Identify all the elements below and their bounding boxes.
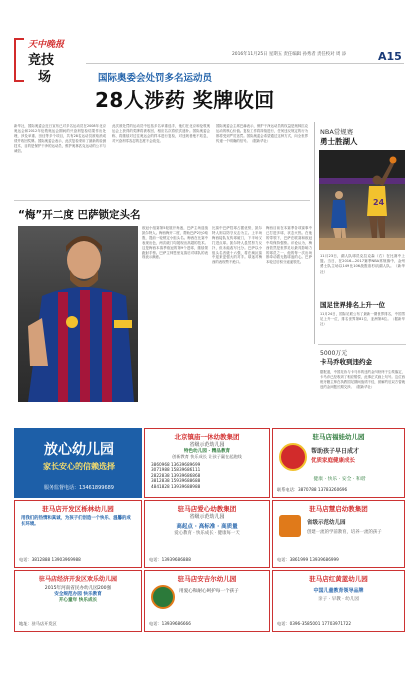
messi-photo	[18, 226, 138, 402]
ad-yixiu-contact-1: 3071988 15839686111	[151, 467, 201, 473]
messi-col-right: 欧冠小组赛第5轮展开角逐，巴萨主场迎战凯尔特人。梅西梅开二度，帮助巴萨2比0取胜，提前一轮锁定小组头名。梅西在比赛中表现出色，两次破门均展现出高超的技术。这是梅西本赛季欧冠的第9个进球，继续领跑射手榜。巴萨主帅恩里克赛后对球队的表现表示满意。	[142, 226, 208, 260]
ad-fuwa-line2: 优质家庭健康成长	[311, 458, 356, 464]
messi-rule	[14, 200, 310, 201]
nba-title-2: 勇士胜湖人	[320, 137, 358, 146]
bonus-body: 据报道，中国足协与卡马乔的违约金纠纷终于尘埃落定，卡马乔已经收到了相应赔偿，此事正式画上句号。这位西班牙籍主帅在执教国足期间战绩不佳，被解约后双方曾就违约金问题长期交涉。（据新华社）	[320, 370, 405, 389]
section-title-1: 竞技	[28, 53, 55, 68]
ad-anjier-logo	[151, 585, 175, 609]
ad-hhl-line2: 亲子 · 早教 · 幼儿园	[318, 597, 359, 602]
page-number: A15	[378, 50, 402, 63]
ad-aixin-line1: 高起点 · 高标准 · 高质量	[176, 524, 238, 530]
ad-fuwa-title: 驻马店福娃幼儿园	[312, 433, 365, 441]
ad-huiqi-sub: 省级示范幼儿园	[307, 520, 346, 526]
ad-yixiu-contact-3: 3812838 15939688688	[151, 478, 201, 484]
ad-yixiu[interactable]	[144, 428, 270, 498]
header-rule	[86, 63, 404, 64]
bonus-title-2: 卡马乔收到违约金	[320, 358, 372, 366]
ad-huiqi-logo	[279, 515, 301, 537]
nba-caption: 11月23日，湖人队球员克拉克森（右）在比赛中上篮。当日，在2016—2017赛季NBA常规赛中，金州勇士队主场以149比106战胜洛杉矶湖人队。（新华社）	[320, 254, 405, 274]
ad-anjier[interactable]	[144, 570, 270, 632]
ad-hhl-phone: 电话：0396-3585001 17703971722	[277, 621, 352, 626]
ad-yixiu-title: 北京镇庙一休幼教集团	[174, 433, 240, 441]
ad-fangxin-phone: 服务监督电话：13461899689	[44, 485, 114, 491]
ad-huiqi-phone: 电话：3861999 13939686999	[277, 557, 339, 562]
ad-fuwa-logo	[279, 443, 307, 471]
ad-huanle-title: 驻马店经济开发区欢乐幼儿园	[38, 576, 117, 583]
ad-yixiu-line1: 特色幼儿园 · 精品教育	[183, 449, 231, 454]
ad-huiqi[interactable]	[272, 500, 405, 568]
ad-anjier-phone: 电话：13939686666	[149, 621, 191, 626]
nba-divider	[314, 122, 315, 344]
ad-hhl-line1: 中国儿童教育领导品牌	[313, 588, 364, 594]
ad-fangxin-title: 放心幼儿园	[44, 442, 114, 458]
ad-huiqi-body: 创建一流的学前教育，培养一流的孩子	[307, 530, 382, 535]
ad-anjier-title: 驻马店安吉尔幼儿园	[177, 575, 237, 583]
ad-fuwa-footer: 健康 · 快乐 · 安全 · 和谐	[313, 477, 366, 482]
ad-lilin[interactable]	[14, 500, 142, 568]
ad-fuwa-line1: 帮助孩子早日成才	[311, 448, 360, 455]
ad-lilin-title: 驻马店开发区栎林幼儿园	[42, 505, 114, 513]
bonus-title-1: 5000万元	[320, 350, 348, 357]
messi-image	[18, 226, 138, 402]
ad-lilin-phone: 电话：3812888 13903969988	[19, 557, 81, 562]
ad-huiqi-title: 驻马店慧启幼教集团	[309, 505, 368, 513]
ad-yixiu-contact-2: 2822838 13939686868	[151, 472, 201, 478]
ad-aixin-phone: 电话：13939686888	[149, 557, 191, 562]
bonus-rule	[318, 344, 406, 345]
ad-anjier-body: 用爱心和耐心呵护每一个孩子	[179, 589, 239, 594]
masthead-logo	[14, 38, 86, 84]
svg-text:24: 24	[373, 198, 385, 207]
header-meta: 2016年11月25日 星期五 责任编辑 孙秀者 责任校对 周 添	[232, 52, 347, 57]
masthead-bracket	[14, 38, 24, 82]
ad-huanle[interactable]	[14, 570, 142, 632]
paper-name: 天中晚报	[28, 40, 65, 50]
nba-photo	[319, 150, 405, 250]
basketball-players-image	[319, 150, 405, 250]
ad-aixin-title: 驻马店爱心幼教集团	[177, 505, 237, 513]
world-rank-title: 国足世界排名上升一位	[320, 301, 385, 309]
ad-huanle-line1: 2015年河南省民办幼儿园200强	[44, 586, 112, 591]
ad-hhl-title: 驻马店红黄蓝幼儿园	[309, 575, 368, 583]
lead-headline: 28人涉药 奖牌收回	[95, 88, 275, 112]
world-rank-body: 11月24日，国际足联公布了最新一期世界排名，中国男足上升一位，排名世界第81位，亚洲第8位。（据新华社）	[320, 312, 405, 326]
ad-lilin-body: 用我们的热情和真诚，为孩子们创造一个快乐、温馨的成长环境。	[21, 516, 131, 527]
lead-body-col2: 此次被处罚的运动员中包括多名举重选手，他们在北京和伦敦奥运会上获得的奖牌将被收回，相应名次将依次递补。国际奥委会称，将继续对过往奥运会的样本进行复检，对违规者绝不姑息，对兴奋剂零容忍的态度不会改变。	[112, 124, 210, 143]
messi-col-far: 梅西目前在本赛季各项赛事中已打进多球，状态火热。在他的带领下，巴萨在联赛和欧冠中均保持强势。评论认为，梅西依然是世界足坛最具影响力的球员之一，他的每一次出场都牵动着无数球迷的心。巴萨本轮过后积分遥遥领先。	[266, 226, 312, 265]
lead-kicker: 国际奥委会处罚多名运动员	[98, 73, 213, 84]
ad-huanle-line2: 安全规范办园 快乐教育	[54, 592, 102, 597]
ad-huanle-line3: 开心童年 快乐成长	[58, 598, 98, 603]
nba-title-1: NBA常规赛	[320, 128, 354, 136]
messi-col-left: 比赛中巴萨控球占据优势，凯尔特人则以防守反击为主。上半场梅西接队友传球破门，下半场又打进点球。凯尔特人虽然努力反扑，但未能改写比分。巴萨以小组头名晋级十六强，将在淘汰赛中迎来更强大的对手。球迷对梅西的表现赞不绝口。	[212, 226, 262, 265]
ad-yixiu-contact-0: 3860968 13639689699	[151, 462, 201, 467]
ad-yixiu-contact-4: 4841828 13939688988	[151, 483, 201, 489]
ad-yixiu-line2: 创新教育 快乐成长 让孩子赢在起跑线	[172, 454, 242, 459]
ad-fangxin-slogan: 家长安心的信赖选择	[43, 462, 115, 471]
ad-fangxin[interactable]	[14, 428, 142, 498]
ad-aixin-sub: 省级示范幼儿园	[189, 514, 225, 520]
ad-fuwa-phone: 联系电话：3870788 13783260696	[277, 487, 348, 492]
messi-headline: “梅”开二度 巴萨锁定头名	[18, 209, 141, 221]
ad-fuwa[interactable]	[272, 428, 405, 498]
ad-huanle-phone: 地址：驻马店开发区	[19, 621, 57, 626]
lead-body-col1: 新华社，国际奥委会近日宣布已对多名运动员在2008年北京奥运会和2012年伦敦奥运会期间的兴奋剂复检结果作出处理，涉及举重、田径等多个项目，共有28名运动员被取消成绩并收回奖牌。国际奥委会表示，此次复检采用了最新的检测技术，目的是保护干净的运动员，维护奥林匹克运动的公平与诚信。	[14, 124, 106, 153]
lead-body-col3: 国际奥委会主席巴赫表示，保护干净运动员的权益是奥林匹克运动的核心价值。复检工作将持续进行，任何违反规定的行为都将受到严厉惩罚。国际奥委会希望通过这种方式，向全世界传递一个明确的信号。（据新华社）	[216, 124, 308, 143]
section-title-2: 场	[38, 70, 52, 85]
ad-hhl[interactable]	[272, 570, 405, 632]
ad-aixin[interactable]	[144, 500, 270, 568]
ad-yixiu-sub: 省级示范幼儿园	[189, 442, 225, 448]
ad-aixin-line2: 爱心教育 · 快乐成长 · 健康每一天	[174, 531, 240, 536]
